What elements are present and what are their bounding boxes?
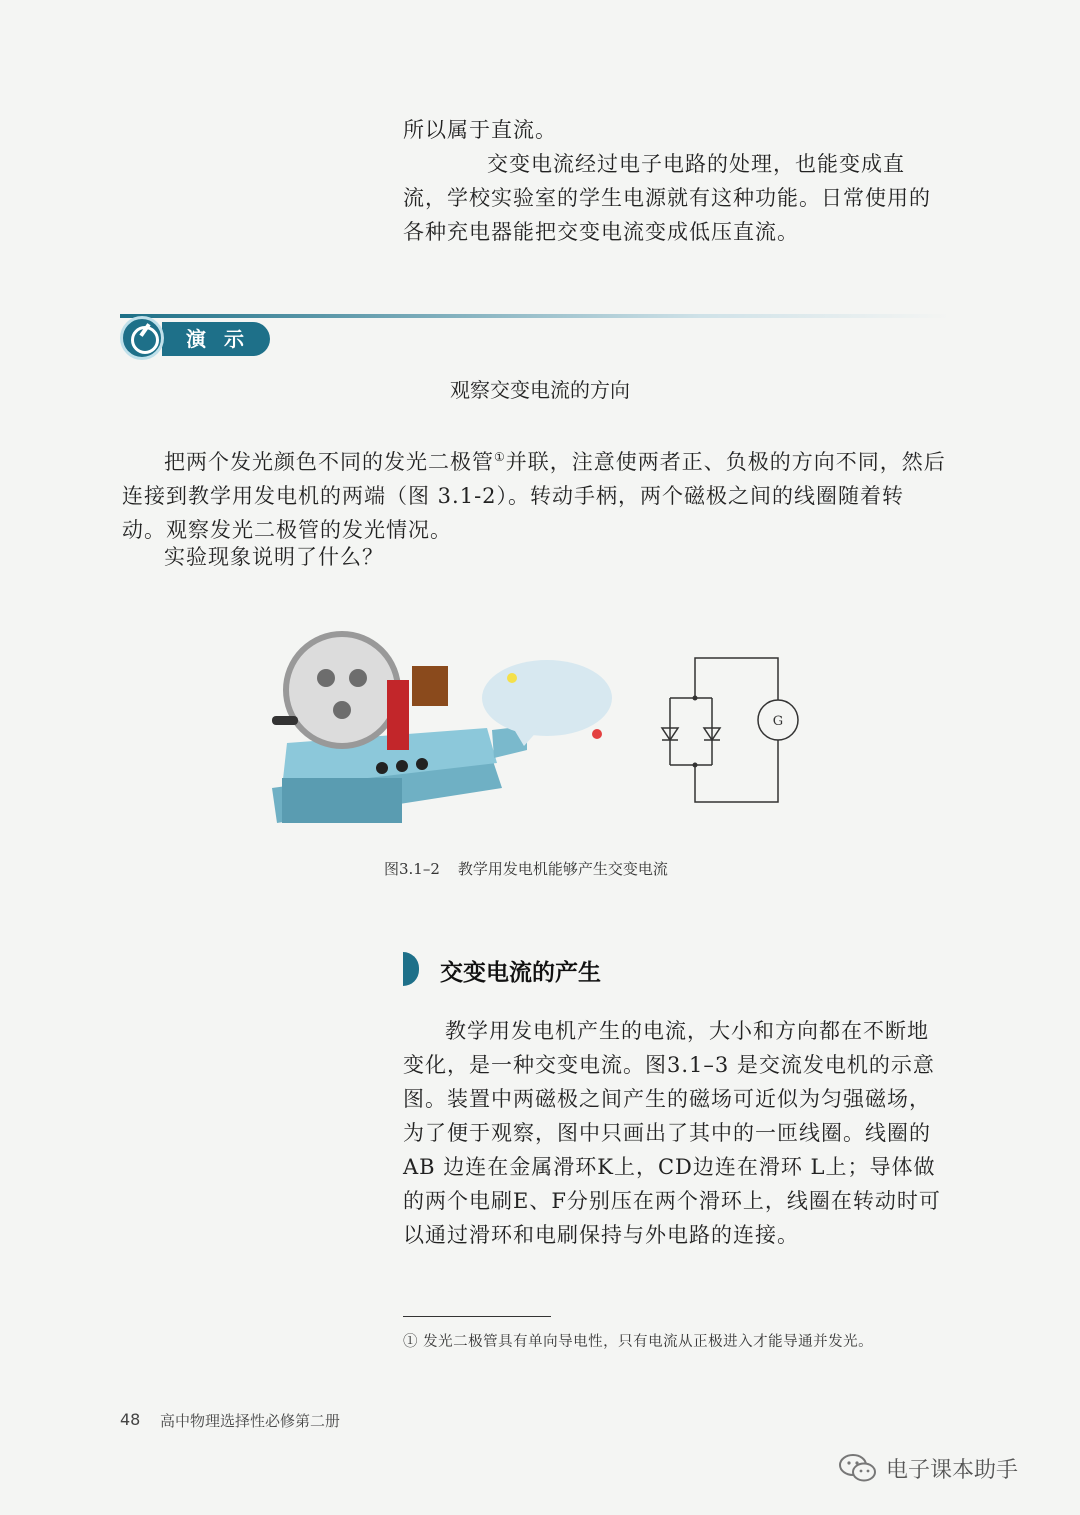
demo-paragraph: 把两个发光颜色不同的发光二极管①并联，注意使两者正、负极的方向不同，然后连接到教学用发电机的两端（图 3.1-2）。转动手柄，两个磁极之间的线圈随着转动。观察发光二极管的发光情况。 [122,450,946,542]
book-title: 高中物理选择性必修第二册 [160,1412,341,1430]
generator-photo [262,628,622,838]
intro-paragraph [403,113,948,249]
figure-caption [384,858,686,879]
wechat-icon [838,1452,878,1484]
demo-icon [120,316,164,360]
demo-title: 观察交变电流的方向 [450,378,630,402]
section-marker-icon [403,952,419,986]
figure-caption-text: 教学用发电机能够产生交变电流 [457,860,668,878]
section-title: 交变电流的产生 [440,960,601,986]
demo-badge: 演示 [162,322,270,356]
demo-question: 实验现象说明了什么？ [164,545,384,569]
demo-header-bar [120,314,950,318]
footnote: ① 发光二极管具有单向导电性，只有电流从正极进入才能导通并发光。 [403,1334,874,1350]
figure-number: 图3.1–2 [384,860,440,878]
page-number: 48 [120,1410,141,1429]
footnote-divider [403,1316,551,1317]
watermark-text: 电子课本助手 [886,1457,1019,1483]
meter-label: G [772,714,784,729]
watermark [838,1452,1018,1484]
section-paragraph: 教学用发电机产生的电流，大小和方向都在不断地变化，是一种交变电流。图3.1–3 是交流发电机的示意图。装置中两磁极之间产生的磁场可近似为匀强磁场，为了便于观察，图中只画出了其中的一匝线圈。线圈的AB 边连在金属滑环K上，CD边连在滑环 L上；导体做的两个电刷E、F分别压在两个滑环上，线圈在转动时可以通过滑环和电刷保持与外电路的连接。 [403,1019,941,1247]
intro-text: 交变电流经过电子电路的处理，也能变成直流，学校实验室的学生电源就有这种功能。日常使用的各种充电器能把交变电流变成低压直流。 [403,152,931,244]
circuit-diagram [640,650,810,810]
intro-line: 所以属于直流。 [403,118,557,142]
footnote-ref[interactable]: ① [494,450,506,464]
